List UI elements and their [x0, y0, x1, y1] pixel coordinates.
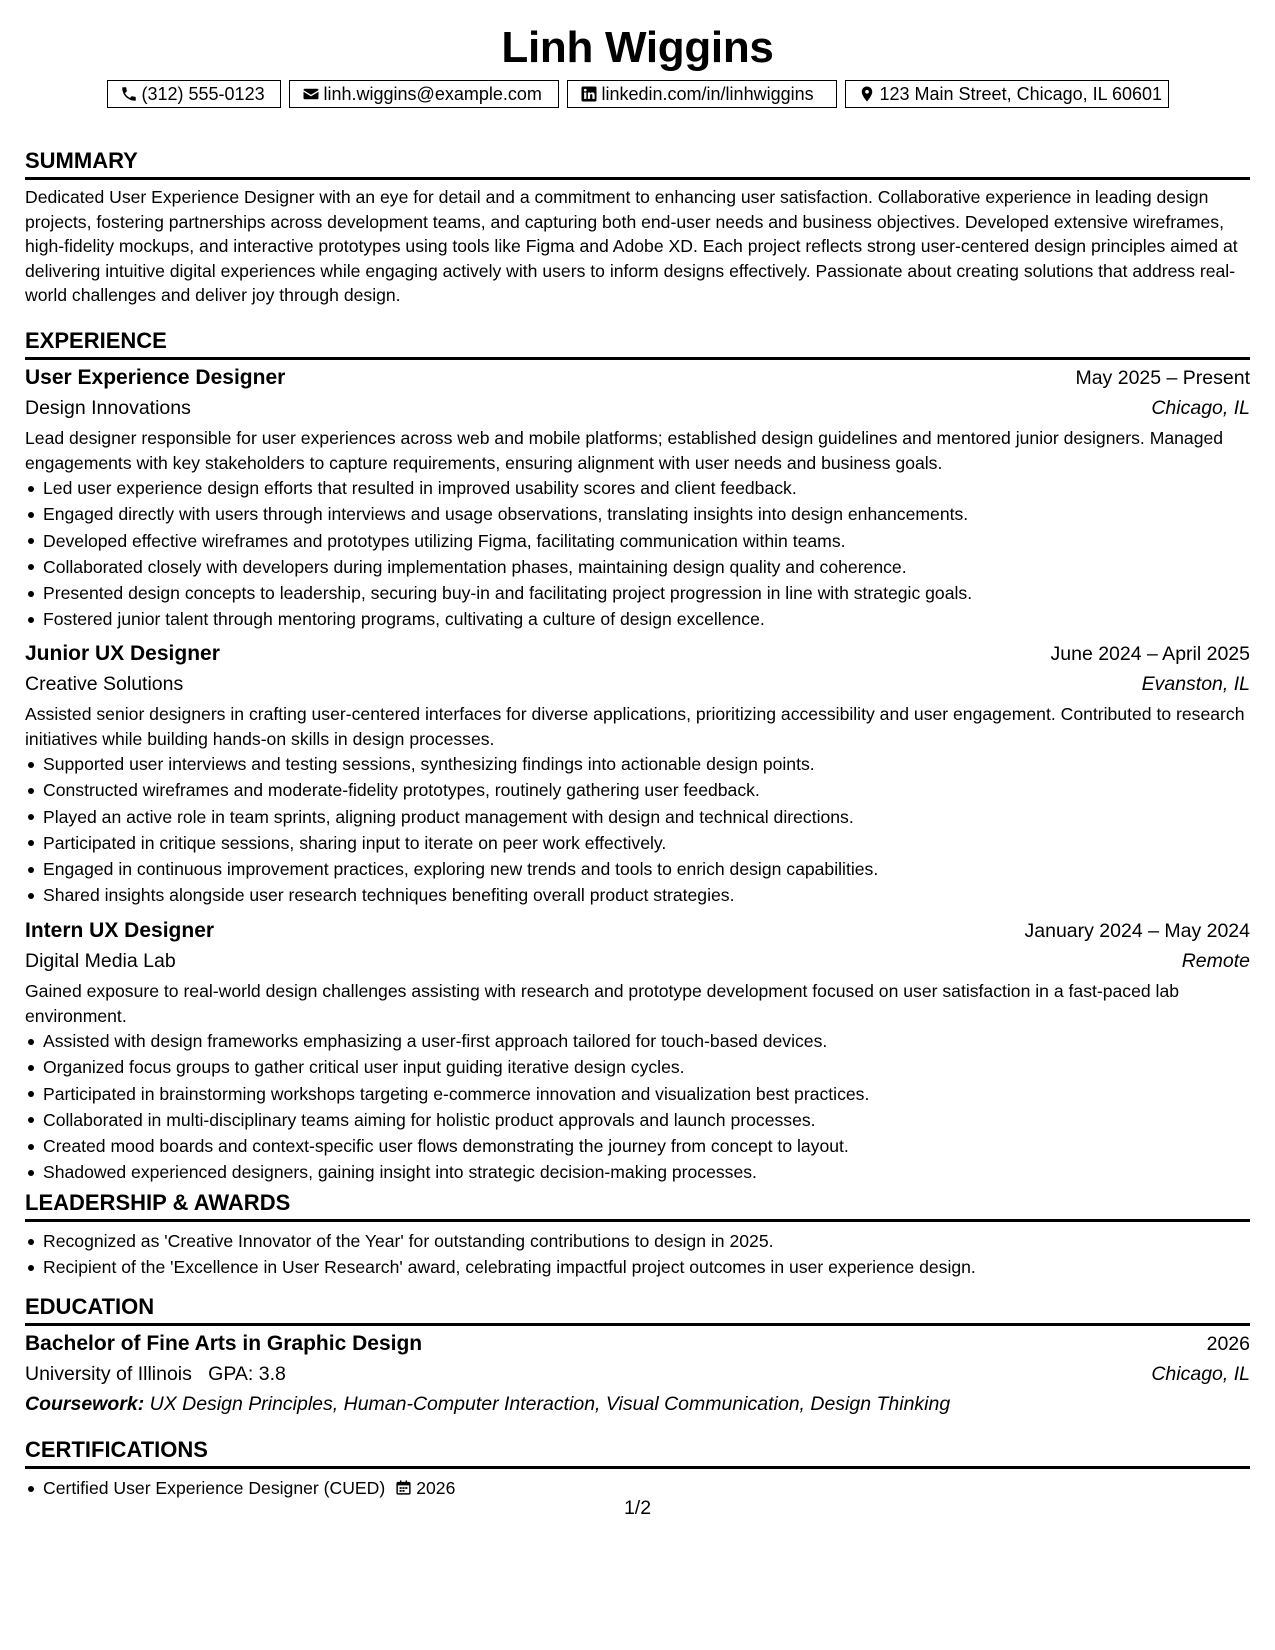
list-item: Played an active role in team sprints, aligning product management with design and technical directions.: [43, 804, 1250, 830]
envelope-icon: [302, 85, 320, 103]
list-item: Organized focus groups to gather critical user input guiding iterative design cycles.: [43, 1054, 1250, 1080]
address-text: 123 Main Street, Chicago, IL 60601: [879, 83, 1163, 104]
coursework-list: UX Design Principles, Human-Computer Interaction, Visual Communication, Design Thinking: [149, 1393, 951, 1415]
email-text: linh.wiggins@example.com: [323, 83, 542, 104]
section-heading: EDUCATION: [25, 1294, 1250, 1326]
list-item: Participated in brainstorming workshops targeting e-commerce innovation and visualization best practices.: [43, 1081, 1250, 1107]
list-item: Engaged directly with users through interviews and usage observations, translating insights into design enhancements.: [43, 501, 1250, 527]
candidate-name: Linh Wiggins: [501, 23, 774, 72]
list-item: Constructed wireframes and moderate-fidelity prototypes, routinely gathering user feedback.: [43, 777, 1250, 803]
list-item: Participated in critique sessions, sharing input to iterate on peer work effectively.: [43, 830, 1250, 856]
job-title: Junior UX Designer: [25, 642, 220, 665]
list-item: Supported user interviews and testing sessions, synthesizing findings into actionable design points.: [43, 751, 1250, 777]
certification-year: 2026: [416, 1478, 456, 1498]
job-entry: [25, 916, 1250, 1185]
summary-text: Dedicated User Experience Designer with an eye for detail and a commitment to enhancing user satisfaction. Collaborative experience in leading design projects, fostering partnerships across development teams, and capturing both end-user needs and business objectives. Developed extensive wireframes, high-fidelity mockups, and interactive prototypes using tools like Figma and Adobe XD. Each project reflects strong user-centered design principles aimed at delivering intuitive digital experiences while engaging actively with users to inform designs effectively. Passionate about creating solutions that address real-world challenges and deliver joy through design.: [25, 187, 1238, 306]
job-description: Gained exposure to real-world design challenges assisting with research and prototype development focused on user satisfaction in a fast-paced lab environment.: [25, 981, 1180, 1026]
linkedin-text: linkedin.com/in/linhwiggins: [601, 83, 814, 104]
calendar-icon: [395, 1479, 412, 1496]
school-line: [25, 1359, 286, 1389]
experience-section: [25, 328, 1250, 360]
job-dates: June 2024 – April 2025: [1050, 643, 1250, 665]
phone-icon: [120, 85, 138, 103]
school-location: Chicago, IL: [1151, 1363, 1250, 1385]
job-bullets: [25, 751, 1250, 908]
coursework-line: [25, 1389, 1250, 1419]
degree-title: Bachelor of Fine Arts in Graphic Design: [25, 1332, 423, 1355]
awards-list: [25, 1228, 1250, 1280]
school-name: University of Illinois: [25, 1363, 192, 1385]
job-location: Remote: [1181, 950, 1250, 972]
list-item: Recipient of the 'Excellence in User Research' award, celebrating impactful project outcomes in user experience design.: [43, 1254, 1250, 1280]
page-number: 1/2: [623, 1497, 652, 1519]
certification-name: Certified User Experience Designer (CUED): [43, 1478, 386, 1498]
list-item: Collaborated in multi-disciplinary teams aiming for holistic product approvals and launch processes.: [43, 1107, 1250, 1133]
job-description: Assisted senior designers in crafting user-centered interfaces for diverse applications, prioritizing accessibility and user engagement. Contributed to research initiatives while building hands-on skills in design processes.: [25, 704, 1245, 749]
summary-section: [25, 148, 1250, 308]
job-dates: May 2025 – Present: [1075, 367, 1250, 389]
section-heading: SUMMARY: [25, 148, 1250, 180]
section-heading: EXPERIENCE: [25, 328, 1250, 360]
job-title: Intern UX Designer: [25, 919, 215, 942]
job-dates: January 2024 – May 2024: [1024, 920, 1250, 942]
job-company: Design Innovations: [25, 397, 191, 419]
map-pin-icon: [858, 85, 876, 103]
list-item: Assisted with design frameworks emphasizing a user-first approach tailored for touch-based devices.: [43, 1028, 1250, 1054]
linkedin-icon: [580, 85, 598, 103]
job-bullets: [25, 1028, 1250, 1185]
list-item: Shadowed experienced designers, gaining insight into strategic decision-making processes.: [43, 1159, 1250, 1185]
job-location: Evanston, IL: [1141, 673, 1250, 695]
education-section: [25, 1294, 1250, 1419]
leadership-section: [25, 1190, 1250, 1280]
resume-page: [25, 0, 1250, 1498]
phone-text: (312) 555-0123: [141, 83, 265, 104]
list-item: Collaborated closely with developers during implementation phases, maintaining design quality and coherence.: [43, 554, 1250, 580]
list-item: Engaged in continuous improvement practices, exploring new trends and tools to enrich design capabilities.: [43, 856, 1250, 882]
job-title: User Experience Designer: [25, 366, 286, 389]
section-heading: LEADERSHIP & AWARDS: [25, 1190, 1250, 1222]
list-item: Presented design concepts to leadership, securing buy-in and facilitating project progression in line with strategic goals.: [43, 580, 1250, 606]
address-chip[interactable]: [845, 80, 1169, 108]
list-item: Created mood boards and context-specific user flows demonstrating the journey from concept to layout.: [43, 1133, 1250, 1159]
graduation-year: 2026: [1206, 1333, 1250, 1355]
job-bullets: [25, 475, 1250, 632]
gpa: GPA: 3.8: [208, 1363, 286, 1385]
list-item: Recognized as 'Creative Innovator of the Year' for outstanding contributions to design in 2025.: [43, 1228, 1250, 1254]
certifications-section: [25, 1437, 1250, 1501]
phone-chip[interactable]: [107, 80, 281, 108]
section-heading: CERTIFICATIONS: [25, 1437, 1250, 1469]
list-item: Led user experience design efforts that resulted in improved usability scores and client feedback.: [43, 475, 1250, 501]
job-description: Lead designer responsible for user experiences across web and mobile platforms; established design guidelines and mentored junior designers. Managed engagements with key stakeholders to capture requirements, ensuring alignment with user needs and business goals.: [25, 428, 1224, 473]
email-chip[interactable]: [289, 80, 559, 108]
job-location: Chicago, IL: [1151, 397, 1250, 419]
linkedin-chip[interactable]: [567, 80, 837, 108]
job-company: Digital Media Lab: [25, 950, 176, 972]
list-item: Shared insights alongside user research techniques benefiting overall product strategies.: [43, 882, 1250, 908]
list-item: Developed effective wireframes and prototypes utilizing Figma, facilitating communication within teams.: [43, 528, 1250, 554]
list-item: Fostered junior talent through mentoring programs, cultivating a culture of design excellence.: [43, 606, 1250, 632]
contact-bar: [0, 80, 1275, 108]
coursework-label: Coursework:: [25, 1393, 145, 1415]
job-entry: [25, 639, 1250, 908]
job-company: Creative Solutions: [25, 673, 184, 695]
job-entry: [25, 363, 1250, 632]
